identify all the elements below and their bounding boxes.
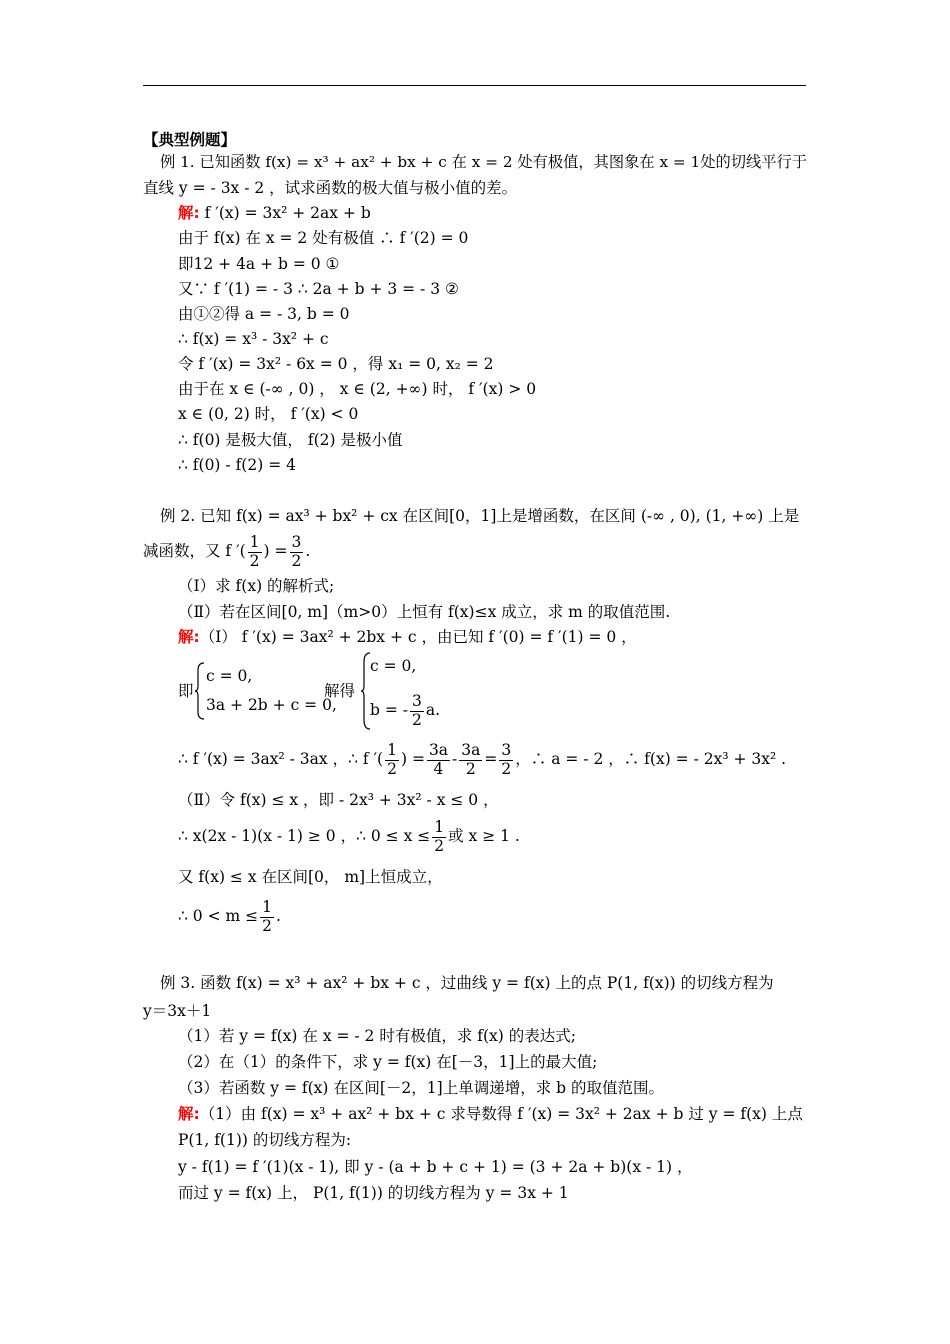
text-segment: . [305,542,311,560]
fraction-denominator: 2 [291,551,302,570]
example-2-solution-line-5 [178,815,520,857]
fraction-numerator: 1 [249,533,260,552]
fraction [427,742,450,777]
solution-label: 解: [178,1105,200,1123]
example-1-solution-line-7: 令 f ′(x) = 3x² - 6x = 0 ，得 x₁ = 0, x₂ = 2 [178,355,494,373]
text-segment: - [452,750,458,768]
example-1-solution-line-10: ∴ f(0) 是极大值， f(2) 是极小值 [178,431,403,449]
text-segment: 减函数，又 f ′( [143,542,246,560]
text-segment: a. [425,701,441,719]
text-segment: ) = [400,750,425,768]
example-1-solution-line-8: 由于在 x ∈ (-∞ , 0) ， x ∈ (2, +∞) 时， f ′(x) > 0 [178,380,537,398]
example-2-solution-line-6: 又 f(x) ≤ x 在区间[0， m]上恒成立， [178,868,443,886]
fraction-denominator: 2 [501,759,512,778]
example-1-solution-line-5: 由①②得 a = - 3, b = 0 [178,305,350,323]
example-3-solution-line-3: y - f(1) = f ′(1)(x - 1), 即 y - (a + b + c + 1) = (3 + 2a + b)(x - 1) ， [178,1158,693,1176]
example-2-question-2: （Ⅱ）若在区间[0, m]（m>0）上恒有 f(x)≤x 成立，求 m 的取值范围. [178,603,671,621]
section-title: 【典型例题】 [143,131,237,149]
example-2-line-2 [143,533,310,569]
system-prefix: 即 [178,682,194,700]
example-3-solution-line-4: 而过 y = f(x) 上， P(1, f(1)) 的切线方程为 y = 3x + 1 [178,1184,569,1202]
example-1-solution-line-11: ∴ f(0) - f(2) = 4 [178,456,296,474]
fraction [385,742,399,777]
solution-text: f ′(x) = 3x² + 2ax + b [204,204,371,222]
example-2-solution-line-4: （Ⅱ）令 f(x) ≤ x ，即 - 2x³ + 3x² - x ≤ 0 ， [178,791,499,809]
example-3-solution-line-2: P(1, f(1)) 的切线方程为: [178,1131,352,1149]
fraction-denominator: 4 [433,759,444,778]
example-1-solution-line-9: x ∈ (0, 2) 时， f ′(x) < 0 [178,405,359,423]
fraction [260,899,274,934]
text-segment: ∴ 0 < m ≤ [178,907,259,925]
system-equation-1: c = 0, [206,667,253,685]
example-1-line-1: 例 1. 已知函数 f(x) = x³ + ax² + bx + c 在 x = 2 处有极值，其图象在 x = 1处的切线平行于 [160,153,807,171]
text-segment: . [275,907,281,925]
header-rule [143,85,806,86]
example-1-line-2: 直线 y = - 3x - 2 ，试求函数的极大值与极小值的差。 [143,179,518,197]
example-1-solution-line-1 [178,202,371,224]
solution-label: 解: [178,204,200,222]
solution-equation-1: c = 0, [370,657,417,675]
example-2-question-1: （Ⅰ）求 f(x) 的解析式; [178,577,335,595]
example-2-solution-line-3 [178,738,786,780]
fraction [410,693,424,728]
fraction [499,742,513,777]
fraction-numerator: 3 [412,692,422,711]
fraction-numerator: 3 [501,741,512,760]
fraction-denominator: 2 [434,836,445,855]
text-segment: ) = [263,542,288,560]
fraction-denominator: 2 [262,916,272,935]
example-2-solution-line-1 [178,626,637,648]
system-equation-2: 3a + 2b + c = 0, [206,696,337,714]
text-segment: 或 x ≥ 1 . [448,827,520,845]
text-segment: ∴ f ′(x) = 3ax² - 3ax ，∴ f ′( [178,750,384,768]
example-1-solution-line-2: 由于 f(x) 在 x = 2 处有极值 ∴ f ′(2) = 0 [178,229,469,247]
example-2-solution-line-7 [178,895,281,937]
fraction-numerator: 3a [428,741,449,760]
fraction-denominator: 2 [387,759,397,778]
fraction-numerator: 1 [434,818,445,837]
example-3-solution-line-1 [178,1103,803,1125]
fraction-denominator: 2 [412,710,422,729]
example-1-solution-line-4: 又∵ f ′(1) = - 3 ∴ 2a + b + 3 = - 3 ② [178,280,459,298]
example-1-solution-line-6: ∴ f(x) = x³ - 3x² + c [178,330,329,348]
solution-text: （1）由 f(x) = x³ + ax² + bx + c 求导数得 f ′(x) = 3x² + 2ax + b 过 y = f(x) 上点 [199,1105,803,1123]
solution-label: 解: [178,628,200,646]
text-segment: b = - [370,701,409,719]
example-2-line-1: 例 2. 已知 f(x) = ax³ + bx² + cx 在区间[0，1]上是增函数，在区间 (-∞ , 0), (1, +∞) 上是 [160,507,800,525]
fraction-numerator: 1 [387,741,397,760]
fraction-denominator: 2 [465,759,476,778]
example-3-question-1: （1）若 y = f(x) 在 x = - 2 时有极值，求 f(x) 的表达式; [178,1027,576,1045]
solution-text: （Ⅰ） f ′(x) = 3ax² + 2bx + c ，由已知 f ′(0) = f ′(1) = 0 ， [199,628,637,646]
fraction [248,534,262,569]
text-segment: = [484,750,498,768]
text-segment: ，∴ a = - 2 ，∴ f(x) = - 2x³ + 3x² . [515,750,787,768]
fraction-numerator: 3a [461,741,481,760]
example-1-solution-line-3: 即12 + 4a + b = 0 ① [178,255,340,273]
fraction [290,534,304,569]
example-3-line-2: y＝3x＋1 [143,1002,212,1020]
example-3-question-3: （3）若函数 y = f(x) 在区间[－2，1]上单调递增，求 b 的取值范围。 [178,1079,664,1097]
fraction-numerator: 3 [291,533,302,552]
solution-equation-2 [370,690,440,730]
fraction [432,819,446,854]
system-solve-text: 解得 [324,682,356,700]
fraction [459,742,482,777]
fraction-denominator: 2 [249,551,260,570]
text-segment: ∴ x(2x - 1)(x - 1) ≥ 0 ，∴ 0 ≤ x ≤ [178,827,431,845]
example-3-question-2: （2）在（1）的条件下，求 y = f(x) 在[－3，1]上的最大值; [178,1053,598,1071]
example-3-line-1: 例 3. 函数 f(x) = x³ + ax² + bx + c ，过曲线 y = f(x) 上的点 P(1, f(x)) 的切线方程为 [160,974,774,992]
left-brace-icon [194,662,206,720]
fraction-numerator: 1 [262,898,272,917]
